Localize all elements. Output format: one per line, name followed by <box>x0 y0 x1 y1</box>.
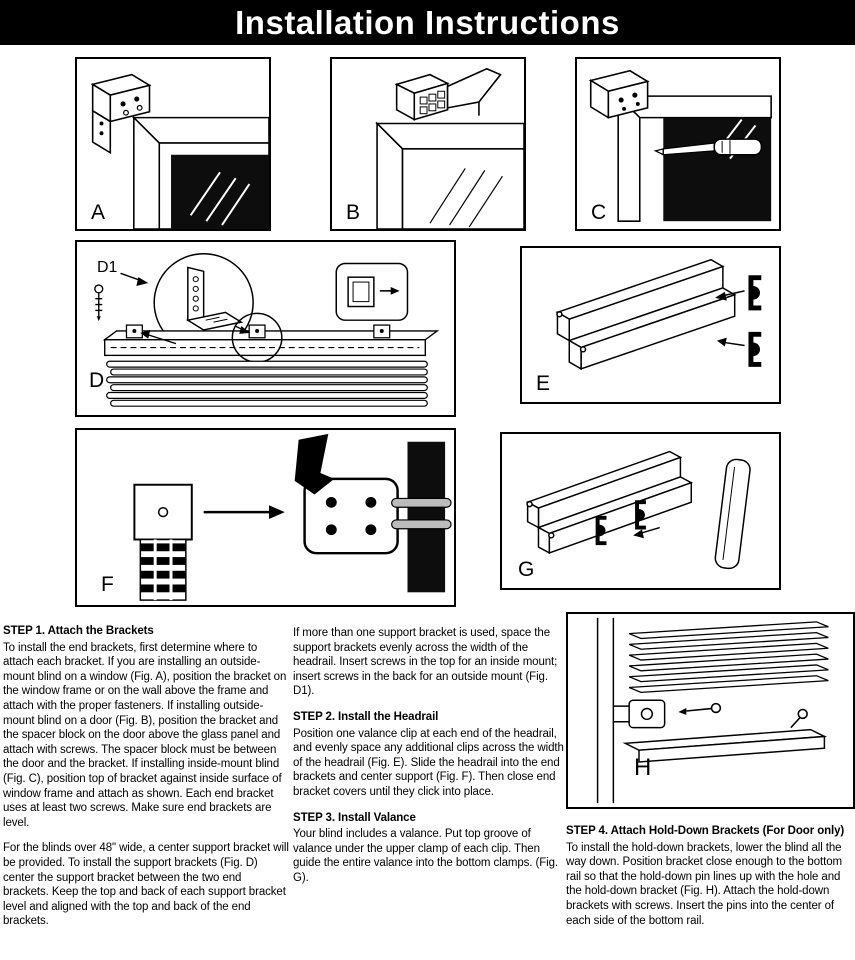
column-1 <box>3 624 290 940</box>
page-title: Installation Instructions <box>235 3 620 41</box>
figure-f-illustration <box>77 430 454 605</box>
step3-heading: STEP 3. Install Valance <box>293 811 416 824</box>
glass-pane <box>663 118 771 222</box>
figure-d1-label: D1 <box>97 259 118 276</box>
figure-c-illustration <box>577 59 779 229</box>
column-3 <box>566 824 854 939</box>
figure-d-label: D <box>89 369 105 392</box>
figure-h <box>566 612 855 809</box>
mount-diagram <box>336 264 407 321</box>
door-panel <box>407 442 445 593</box>
bracket-arm <box>448 69 501 116</box>
figure-c-label: C <box>591 201 607 224</box>
valance-clip <box>748 332 761 367</box>
headrail-channel <box>557 260 735 369</box>
step1-paragraph-2: For the blinds over 48" wide, a center support bracket will be provided. To install the support brackets (Fig. D) center the support bracket between the two end brackets. Keep the top and back of each support bracket level and aligned with the top and back of the end brackets. <box>3 842 289 928</box>
figure-d <box>75 240 456 417</box>
step2-body: Position one valance clip at each end of the headrail, and evenly space any additional clips across the width of the headrail (Fig. E). Slide the headrail into the end brackets and center support (Fig. F). Then close end bracket covers until they click into place. <box>293 727 564 798</box>
arrow <box>121 273 149 286</box>
valance-panel <box>714 458 751 569</box>
step4-body: To install the hold-down brackets, lower the blind all the way down. Position bracket close enough to the bottom rail so that the hold-down pin lines up with the hole and the hold-down bracket (Fig. H). Attach the hold-down brackets with screws. Insert the pins into the center of each side of the bottom rail. <box>566 841 842 927</box>
figure-a-label: A <box>91 201 106 224</box>
figure-h-illustration <box>568 614 853 807</box>
step4-heading: STEP 4. Attach Hold-Down Brackets (For Door only) <box>566 825 845 837</box>
figure-e-label: E <box>536 372 551 395</box>
column-2 <box>293 626 565 897</box>
figure-g <box>500 432 781 590</box>
hold-down-bracket <box>613 700 664 727</box>
figure-b <box>330 57 526 231</box>
figure-f <box>75 428 456 607</box>
step1-heading: STEP 1. Attach the Brackets <box>3 625 154 637</box>
mounting-post <box>134 485 191 600</box>
figure-g-label: G <box>518 558 535 581</box>
blind-slats <box>107 361 428 406</box>
step3-body: Your blind includes a valance. Put top groove of valance under the upper clamp of each clip. Then guide the entire valance into the bottom clamps. (Fig. G). <box>293 828 558 884</box>
valance-channel <box>527 452 691 553</box>
end-bracket <box>591 71 648 118</box>
figure-e <box>520 246 781 404</box>
step2-heading: STEP 2. Install the Headrail <box>293 710 439 723</box>
step1-paragraph-3: If more than one support bracket is used, space the support brackets evenly across the width of the headrail. Insert screws in the top for an inside mount; insert screws in the back for an outside mount (Fig. D1). <box>293 627 558 698</box>
figure-h-label: H <box>634 754 652 781</box>
screw-icon <box>95 285 103 321</box>
figure-g-illustration <box>502 434 779 588</box>
figure-b-label: B <box>346 201 361 224</box>
valance-clip <box>748 275 761 310</box>
blind-slats <box>629 622 828 693</box>
header-bar <box>0 0 855 45</box>
hold-down-pin <box>678 704 720 715</box>
figure-b-illustration <box>332 59 524 229</box>
step1-paragraph-1: To install the end brackets, first determine where to attach each bracket. If you are installing an outside-mount blind on a window (Fig. A), position the bracket on the window frame or on the wall above the frame and attach with the proper fasteners. If installing outside-mount blind on a door (Fig. B), position the bracket and the spacer block on the door above the glass panel and attach with screws. The spacer block must be between the door and the bracket. If installing inside-mount blind (Fig. C), position top of bracket against inside surface of window frame and attach as shown. Each end bracket uses at least two screws. Make sure end brackets are level. <box>3 641 287 829</box>
figure-f-label: F <box>101 573 114 596</box>
door-edge <box>598 618 614 803</box>
arrow <box>204 505 285 519</box>
bottom-rail <box>625 730 824 762</box>
figure-c <box>575 57 781 231</box>
figure-a <box>75 57 271 231</box>
screw <box>791 710 807 728</box>
glass-pane <box>171 155 269 229</box>
figure-a-illustration <box>77 59 269 229</box>
figure-d-illustration <box>77 242 454 415</box>
figure-e-illustration <box>522 248 779 402</box>
